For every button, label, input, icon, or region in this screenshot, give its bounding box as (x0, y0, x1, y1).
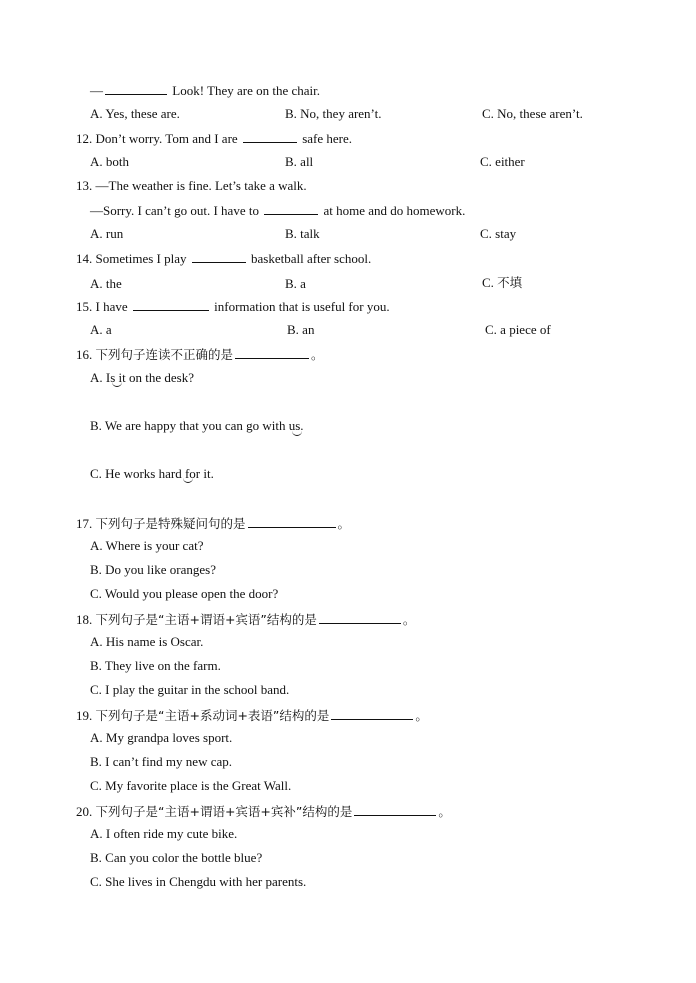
q12-option-a: A. both (90, 154, 129, 169)
q16-stem: 16. 下列句子连读不正确的是 。 (76, 347, 324, 362)
q12-option-c: C. either (480, 154, 525, 169)
q13-option-c: C. stay (480, 226, 517, 241)
answer-blank (331, 707, 413, 720)
q13-option-a: A. run (90, 226, 124, 241)
q18-option-c: C. I play the guitar in the school band. (90, 682, 290, 697)
q13-stem-line2: —Sorry. I can’t go out. I have to at home and do homework. (90, 203, 466, 218)
liaison-mark (292, 430, 302, 436)
q20-option-c: C. She lives in Chengdu with her parents. (90, 874, 307, 889)
q19-stem: 19. 下列句子是“主语+系动词+表语”结构的是 。 (76, 708, 428, 723)
q15-stem: 15. I have information that is useful for you. (76, 299, 390, 314)
q17-option-b: B. Do you like oranges? (90, 562, 217, 577)
q14-option-c: C. 不填 (482, 275, 523, 290)
answer-blank (248, 515, 336, 528)
q11-option-c: C. No, these aren’t. (482, 106, 583, 121)
q15-option-a: A. a (90, 322, 112, 337)
answer-blank (243, 130, 297, 143)
q20-option-a: A. I often ride my cute bike. (90, 826, 238, 841)
q18-option-b: B. They live on the farm. (90, 658, 221, 673)
q16-option-b: B. We are happy that you can go with us. (90, 418, 304, 433)
answer-blank (264, 202, 318, 215)
q20-option-b: B. Can you color the bottle blue? (90, 850, 263, 865)
q14-option-b: B. a (285, 276, 306, 291)
q17-option-c: C. Would you please open the door? (90, 586, 279, 601)
q17-stem: 17. 下列句子是特殊疑问句的是 。 (76, 516, 351, 531)
q11-option-a: A. Yes, these are. (90, 106, 180, 121)
q14-stem: 14. Sometimes I play basketball after school. (76, 251, 372, 266)
q13-option-b: B. talk (285, 226, 320, 241)
answer-blank (105, 82, 167, 95)
answer-blank (133, 298, 209, 311)
q11-option-b: B. No, they aren’t. (285, 106, 382, 121)
q18-option-a: A. His name is Oscar. (90, 634, 204, 649)
answer-blank (235, 346, 309, 359)
liaison-mark (183, 477, 193, 483)
q17-option-a: A. Where is your cat? (90, 538, 204, 553)
q16-option-a: A. Is it on the desk? (90, 370, 194, 385)
answer-blank (354, 803, 436, 816)
q15-option-c: C. a piece of (485, 322, 551, 337)
q12-option-b: B. all (285, 154, 314, 169)
q11-stem: — Look! They are on the chair. (90, 83, 321, 98)
q20-stem: 20. 下列句子是“主语+谓语+宾语+宾补”结构的是 。 (76, 804, 451, 819)
q19-option-a: A. My grandpa loves sport. (90, 730, 233, 745)
q13-stem-line1: 13. —The weather is fine. Let’s take a walk. (76, 178, 307, 193)
q12-stem: 12. Don’t worry. Tom and I are safe here. (76, 131, 352, 146)
q18-stem: 18. 下列句子是“主语+谓语+宾语”结构的是 。 (76, 612, 416, 627)
q19-option-c: C. My favorite place is the Great Wall. (90, 778, 292, 793)
liaison-mark (112, 381, 122, 387)
q14-option-a: A. the (90, 276, 122, 291)
q15-option-b: B. an (287, 322, 315, 337)
q16-option-c: C. He works hard for it. (90, 466, 214, 481)
answer-blank (319, 611, 401, 624)
q19-option-b: B. I can’t find my new cap. (90, 754, 232, 769)
answer-blank (192, 250, 246, 263)
